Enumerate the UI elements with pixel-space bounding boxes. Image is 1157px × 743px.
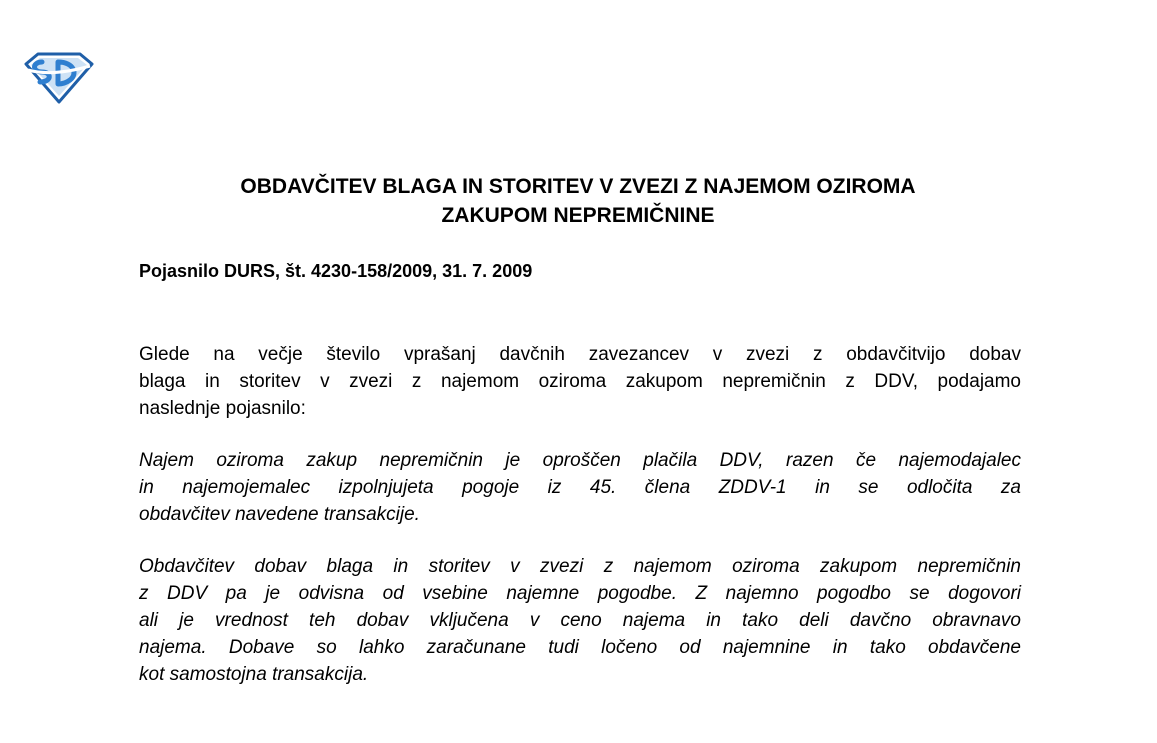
paragraph-line: blaga in storitev v zvezi z najemom oziroma zakupom nepremičnin z DDV, podajamo (139, 371, 1021, 392)
document-subtitle: Pojasnilo DURS, št. 4230-158/2009, 31. 7. 2009 (139, 261, 533, 281)
paragraph-intro (139, 341, 1021, 422)
paragraph-line: obdavčitev navedene transakcije. (139, 504, 420, 525)
paragraph-line: Najem oziroma zakup nepremičnin je oproščen plačila DDV, razen če najemodajalec (139, 450, 1021, 471)
paragraph-line: kot samostojna transakcija. (139, 664, 369, 685)
paragraph-taxation (139, 553, 1021, 688)
sd-logo-icon (22, 50, 96, 104)
paragraph-line: in najemojemalec izpolnjujeta pogoje iz 45. člena ZDDV-1 in se odločita za (139, 477, 1021, 498)
paragraph-line: Glede na večje število vprašanj davčnih zavezancev v zvezi z obdavčitvijo dobav (139, 344, 1021, 365)
paragraph-line: naslednje pojasnilo: (139, 398, 306, 419)
title-line: OBDAVČITEV BLAGA IN STORITEV V ZVEZI Z NAJEMOM OZIROMA (240, 175, 916, 198)
title-line: ZAKUPOM NEPREMIČNINE (441, 204, 715, 227)
paragraph-line: Obdavčitev dobav blaga in storitev v zvezi z najemom oziroma zakupom nepremičnin (139, 556, 1021, 577)
paragraph-line: z DDV pa je odvisna od vsebine najemne pogodbe. Z najemno pogodbo se dogovori (139, 583, 1021, 604)
paragraph-line: najema. Dobave so lahko zaračunane tudi ločeno od najemnine in tako obdavčene (139, 637, 1021, 658)
paragraph-line: ali je vrednost teh dobav vključena v ceno najema in tako deli davčno obravnavo (139, 610, 1021, 631)
paragraph-exemption (139, 447, 1021, 528)
document-title (120, 172, 1036, 230)
